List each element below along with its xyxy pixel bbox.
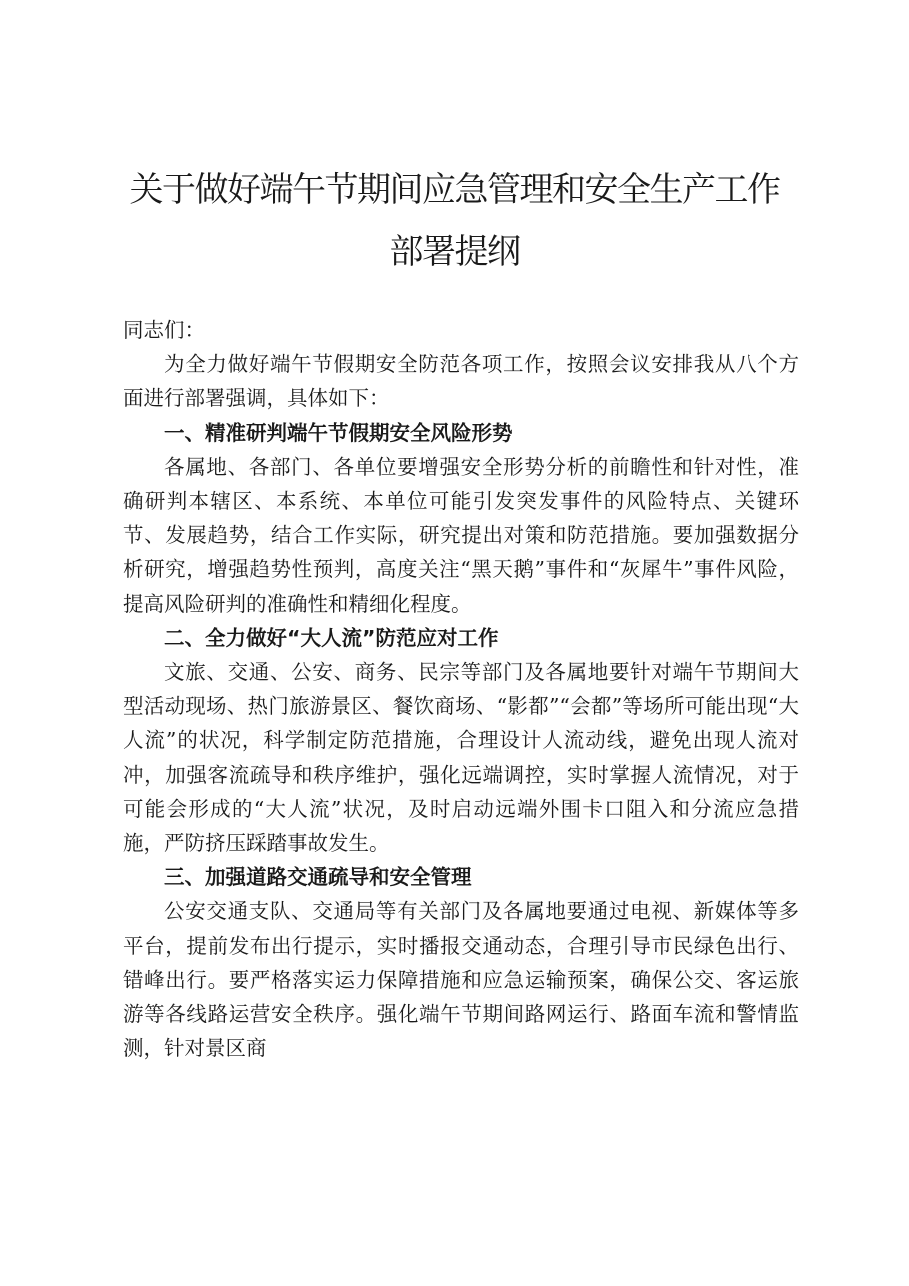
intro-paragraph: 为全力做好端午节假期安全防范各项工作，按照会议安排我从八个方面进行部署强调，具体如下： — [123, 352, 799, 411]
document-body — [123, 313, 799, 1065]
document-title-line-2: 部署提纲 — [389, 232, 520, 272]
section-paragraph-1: 各属地、各部门、各单位要增强安全形势分析的前瞻性和针对性，准确研判本辖区、本系统、本单位可能引发突发事件的风险特点、关键环节、发展趋势，结合工作实际，研究提出对策和防范措施。要加强数据分析研究，增强趋势性预判，高度关注“黑天鹅”事件和“灰犀牛”事件风险，提高风险研判的准确性和精细化程度。 — [123, 454, 799, 616]
section-paragraph-3: 公安交通支队、交通局等有关部门及各属地要通过电视、新媒体等多平台，提前发布出行提示，实时播报交通动态，合理引导市民绿色出行、错峰出行。要严格落实运力保障措施和应急运输预案，确保公交、客运旅游等各线路运营安全秩序。强化端午节期间路网运行、路面车流和警情监测，针对景区商 — [123, 899, 799, 1061]
document-title-line-1: 关于做好端午节期间应急管理和安全生产工作 — [129, 170, 780, 210]
section-heading-3: 三、加强道路交通疏导和安全管理 — [164, 865, 472, 890]
section-heading-2: 二、全力做好“大人流”防范应对工作 — [164, 625, 499, 650]
section-heading-1: 一、精准研判端午节假期安全风险形势 — [164, 420, 513, 445]
salutation: 同志们： — [123, 318, 205, 342]
section-paragraph-2: 文旅、交通、公安、商务、民宗等部门及各属地要针对端午节期间大型活动现场、热门旅游景区、餐饮商场、“影都”“会都”等场所可能出现“大人流”的状况，科学制定防范措施，合理设计人流动线，避免出现人流对冲，加强客流疏导和秩序维护，强化远端调控，实时掌握人流情况，对于可能会形成的“大人流”状况，及时启动远端外围卡口阻入和分流应急措施，严防挤压踩踏事故发生。 — [123, 660, 799, 856]
